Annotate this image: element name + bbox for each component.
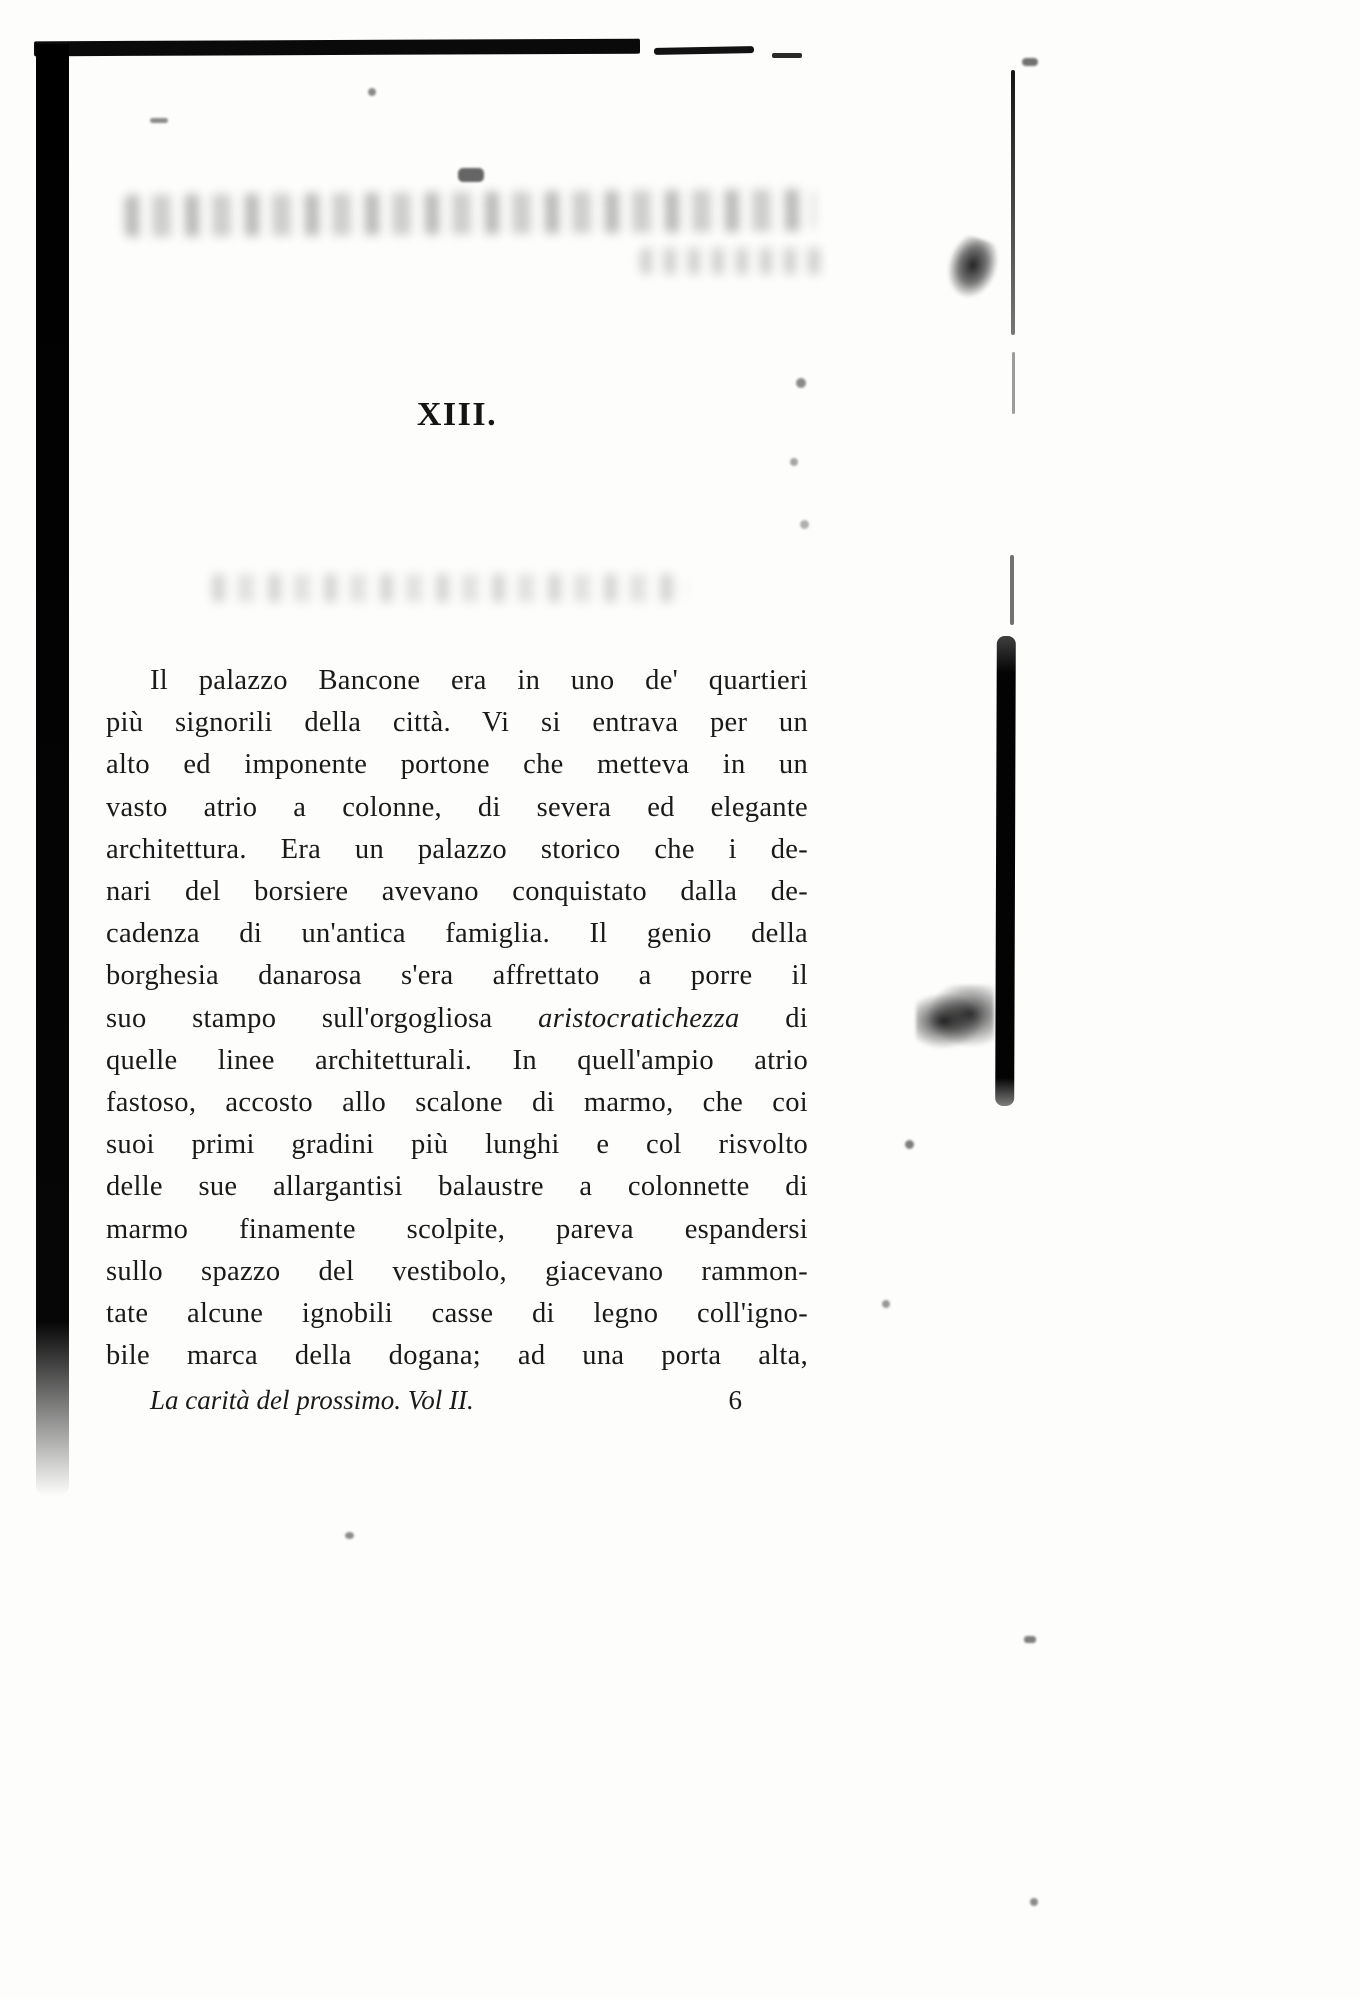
page-number: 6 [728, 1385, 742, 1415]
text-segment: borghesia danarosa s'era affrettato a porre il [106, 960, 808, 992]
text-segment: suo stampo sull'orgogliosa [106, 1002, 539, 1034]
scan-ink-blot [916, 985, 994, 1057]
chapter-heading: XIII. [416, 396, 498, 433]
scan-artifact-right-line [1010, 555, 1014, 625]
text-line [106, 1251, 808, 1293]
text-segment: di [739, 1002, 808, 1034]
text-line [106, 955, 808, 997]
text-line [106, 913, 808, 955]
text-line [106, 787, 808, 829]
scan-speck [1030, 1898, 1038, 1906]
scan-artifact-left-bar [36, 44, 69, 1496]
scan-ink-blot [940, 232, 1004, 304]
scan-speck [882, 1300, 890, 1308]
text-segment: architettura. Era un palazzo storico che i de- [106, 833, 808, 865]
text-line [106, 660, 808, 702]
scan-artifact-right-line [1012, 352, 1015, 414]
scan-artifact-top-bar [34, 39, 640, 57]
italic-word: aristocratichezza [538, 1002, 740, 1034]
text-segment: nari del borsiere avevano conquistato dalla de- [106, 876, 808, 908]
scan-speck [368, 88, 376, 96]
text-line [106, 998, 808, 1040]
scan-speck [905, 1140, 914, 1149]
text-line [106, 1040, 808, 1082]
scan-speck [800, 520, 809, 529]
text-segment: suoi primi gradini più lunghi e col risvolto [106, 1129, 808, 1161]
scan-speck [150, 118, 168, 123]
scan-speck [796, 378, 806, 388]
text-segment: delle sue allargantisi balaustre a colonnette di [106, 1171, 808, 1203]
footer-caption: La carità del prossimo. Vol II. [150, 1385, 474, 1415]
scan-bleedthrough-text [125, 189, 815, 237]
scan-artifact-right-line [1011, 70, 1015, 335]
text-line [106, 1209, 808, 1251]
text-line [106, 702, 808, 744]
text-segment: Il palazzo Bancone era in uno de' quartieri [150, 665, 808, 696]
body-paragraph [106, 660, 808, 1377]
scan-bleedthrough-text [640, 248, 830, 274]
scan-speck [458, 168, 484, 182]
scan-artifact-right-bar [995, 636, 1016, 1106]
scan-speck [345, 1532, 354, 1539]
scan-speck [1022, 58, 1038, 66]
text-segment: sullo spazzo del vestibolo, giacevano rammon- [106, 1255, 808, 1287]
text-segment: cadenza di un'antica famiglia. Il genio della [106, 918, 808, 950]
text-line [106, 1124, 808, 1166]
text-line [106, 1335, 808, 1377]
text-segment: tate alcune ignobili casse di legno coll'igno- [106, 1298, 808, 1330]
text-line [106, 1166, 808, 1208]
text-segment: quelle linee architetturali. In quell'ampio atrio [106, 1044, 808, 1076]
text-segment: marmo finamente scolpite, pareva espandersi [106, 1213, 808, 1245]
scan-speck [790, 458, 798, 466]
text-segment: alto ed imponente portone che metteva in un [106, 749, 808, 781]
scan-artifact-top-dash [772, 53, 802, 58]
page-footer [106, 1385, 808, 1416]
text-line [106, 829, 808, 871]
text-segment: più signorili della città. Vi si entrava per un [106, 707, 808, 739]
text-line [106, 871, 808, 913]
text-segment: vasto atrio a colonne, di severa ed elegante [106, 791, 808, 823]
scan-bleedthrough-text [212, 574, 687, 602]
text-line [106, 1293, 808, 1335]
text-line [106, 744, 808, 786]
text-line [106, 1082, 808, 1124]
text-segment: fastoso, accosto allo scalone di marmo, che coi [106, 1087, 808, 1119]
text-segment: bile marca della dogana; ad una porta alta, [106, 1340, 808, 1372]
scan-artifact-top-dash [654, 46, 754, 55]
scan-speck [1024, 1636, 1036, 1643]
